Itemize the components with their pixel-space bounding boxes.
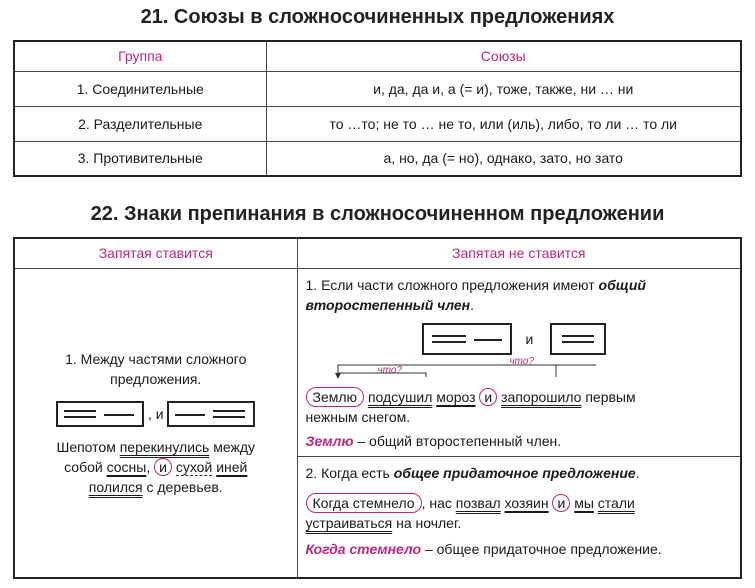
header-conjunctions: Союзы — [266, 41, 741, 71]
group-cell: 2. Разделительные — [14, 106, 266, 141]
common-member-cell — [297, 268, 741, 456]
conjunction-circle: и — [552, 494, 570, 512]
conjunction-circle: и — [479, 388, 497, 406]
rule-text: 1. Если части сложного предложения имеют общий второстепенный член. — [305, 276, 646, 313]
section-21-title: 21. Союзы в сложносочиненных предложениях — [140, 6, 615, 28]
group-cell: 1. Соединительные — [14, 71, 266, 106]
conjunction-circle: и — [154, 458, 172, 476]
sentence-scheme — [19, 401, 293, 427]
scheme-box — [56, 401, 144, 427]
arrow-lines — [306, 357, 606, 379]
conjunctions-table — [13, 40, 742, 177]
table-row — [14, 71, 741, 106]
explanation-note: Землю – общий второстепенный член. — [305, 432, 562, 449]
table-row — [14, 106, 741, 141]
arrows-area — [306, 363, 735, 385]
rule-text: 1. Между частями сложного предложения. — [65, 350, 247, 387]
rule-text: 2. Когда есть общее придаточное предложение. — [305, 464, 640, 481]
scheme-separator: , и — [147, 405, 164, 422]
section-22-title: 22. Знаки препинания в сложносочиненном предложении — [90, 203, 665, 225]
question-label: что? — [377, 364, 403, 376]
group-cell: 3. Противительные — [14, 141, 266, 176]
conj-cell: а, но, да (= но), однако, зато, но зато — [266, 141, 741, 176]
table-row — [14, 141, 741, 176]
header-comma-not-used: Запятая не ставится — [297, 238, 741, 268]
common-clause-cell — [297, 456, 741, 578]
scheme-box — [422, 323, 512, 355]
scheme-conjunction: и — [525, 330, 534, 347]
comma-used-cell — [14, 268, 297, 578]
conj-cell: и, да, да и, а (= и), тоже, также, ни … ни — [266, 71, 741, 106]
scheme-box — [550, 323, 606, 355]
example-sentence: Шепотом перекинулись между собой сосны, и сухой иней полился с деревьев. — [56, 438, 255, 495]
header-group: Группа — [14, 41, 266, 71]
question-label: что? — [509, 355, 535, 367]
explanation-note: Когда стемнело – общее придаточное предложение. — [305, 540, 662, 557]
punctuation-table — [13, 237, 742, 579]
example-sentence: Землю подсушил мороз и запорошило первым нежным снегом. — [305, 388, 636, 425]
scheme-box — [167, 401, 255, 427]
header-comma-used: Запятая ставится — [14, 238, 297, 268]
conj-cell: то …то; не то … не то, или (иль), либо, то ли … то ли — [266, 106, 741, 141]
example-sentence: Когда стемнело , нас позвал хозяин и мы стали устраиваться на ночлег. — [305, 494, 635, 531]
